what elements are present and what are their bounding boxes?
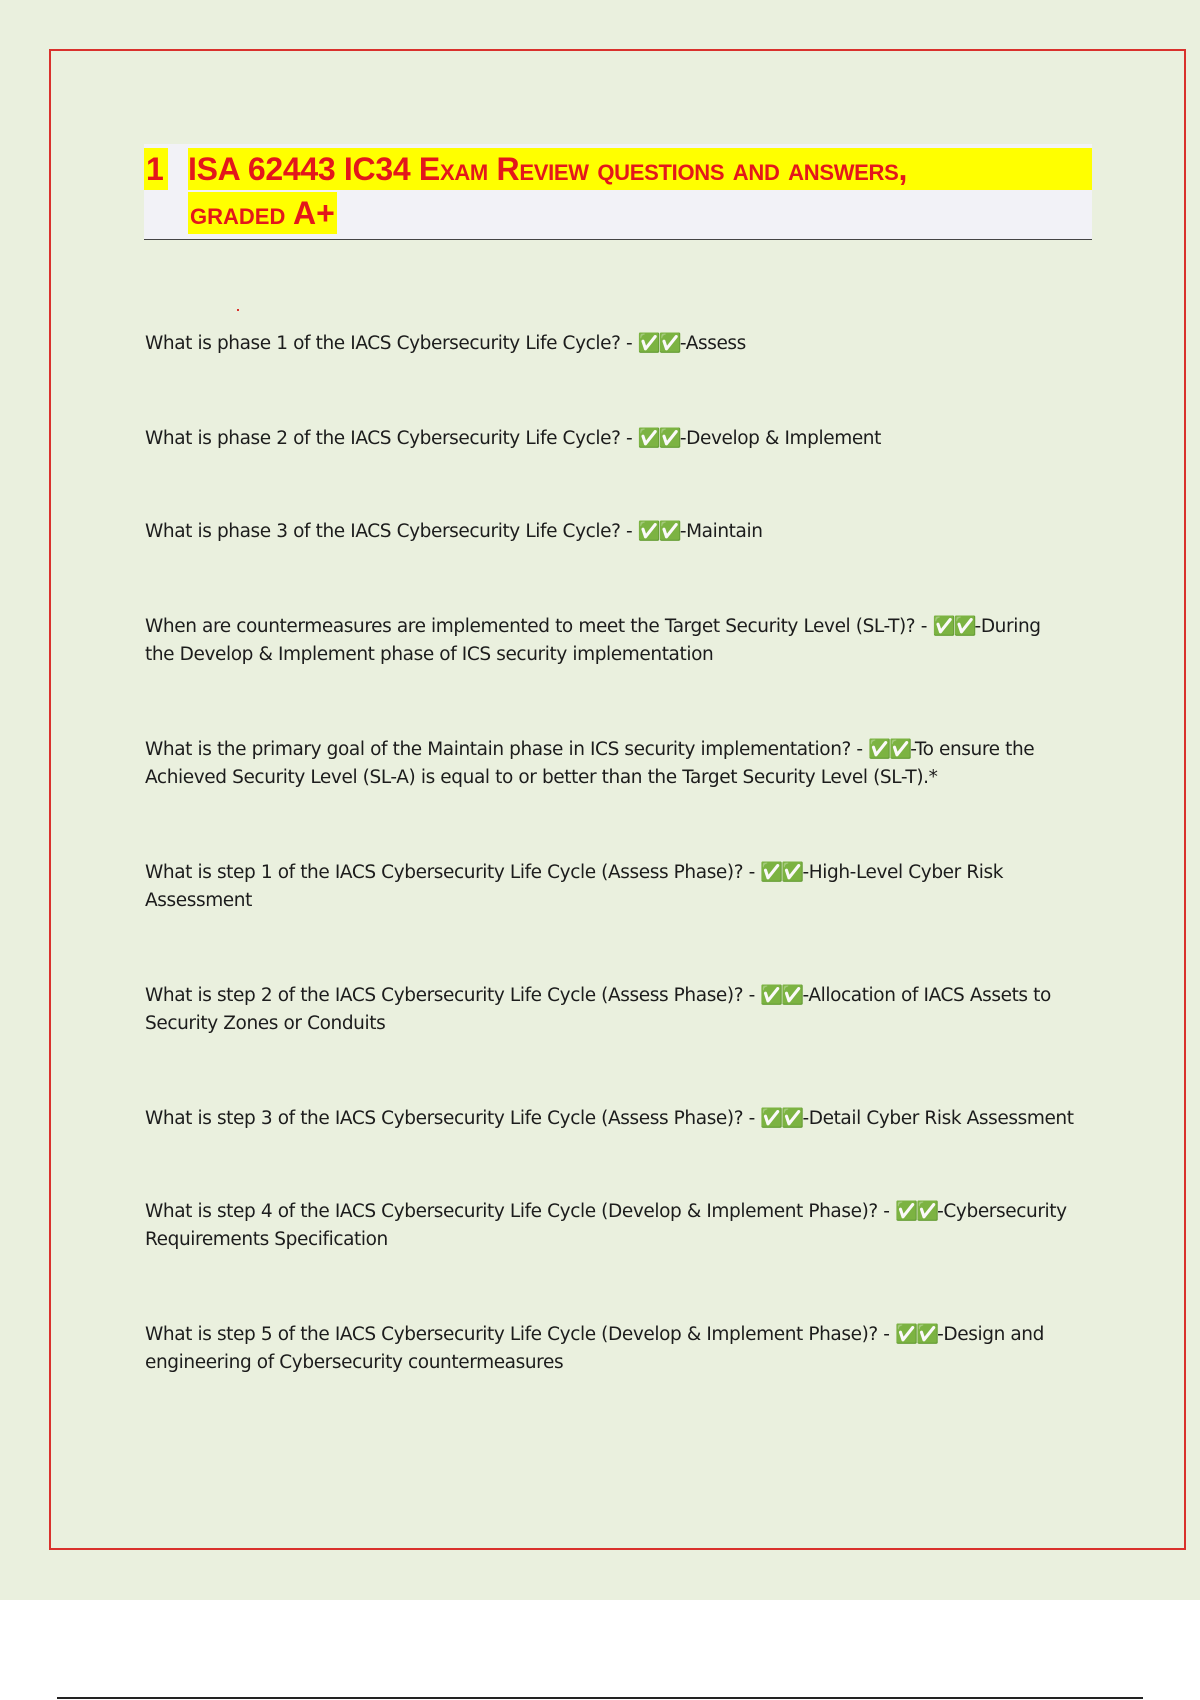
double-check-icon: ✅✅: [932, 616, 975, 637]
answer-text: -Detail Cyber Risk Assessment: [802, 1108, 1074, 1129]
red-mark: [237, 309, 239, 311]
double-check-icon: ✅✅: [760, 862, 803, 883]
heading-title-smallcaps-1: xam: [439, 151, 488, 187]
question-text: What is step 3 of the IACS Cybersecurity Life Cycle (Assess Phase)? -: [145, 1108, 761, 1129]
footer-divider: [57, 1697, 1143, 1699]
qa-item: [145, 425, 1075, 453]
answer-text: -Develop & Implement: [679, 428, 881, 449]
answer-text: -Allocation of IACS Assets to Security Zones or Conduits: [145, 985, 1051, 1034]
answer-text: -Design and engineering of Cybersecurity countermeasures: [145, 1324, 1044, 1373]
answer-text: -High-Level Cyber Risk Assessment: [145, 862, 1004, 911]
qa-item: [145, 1198, 1075, 1254]
heading-title-smallcaps-2: eview questions and answers,: [519, 151, 908, 187]
heading-title-smallcaps-3: graded: [190, 195, 286, 231]
answer-text: -Cybersecurity Requirements Specification: [145, 1201, 1067, 1250]
question-text: What is the primary goal of the Maintain phase in ICS security implementation? -: [145, 739, 869, 760]
heading-title-prefix: ISA 62443 IC34 E: [188, 151, 440, 187]
qa-item: [145, 1105, 1075, 1133]
question-text: What is step 4 of the IACS Cybersecurity Life Cycle (Develop & Implement Phase)? -: [145, 1201, 896, 1222]
heading-title-suffix: A+: [285, 195, 335, 231]
double-check-icon: ✅✅: [760, 985, 803, 1006]
double-check-icon: ✅✅: [868, 739, 911, 760]
heading-title-mid: R: [487, 151, 520, 187]
answer-text: -To ensure the Achieved Security Level (SL-A) is equal to or better than the Target Security Level (SL-T).*: [145, 739, 1035, 788]
question-text: What is step 2 of the IACS Cybersecurity Life Cycle (Assess Phase)? -: [145, 985, 761, 1006]
double-check-icon: ✅✅: [760, 1108, 803, 1129]
answer-text: -Maintain: [679, 521, 763, 542]
qa-item: [145, 859, 1075, 915]
qa-item: [145, 330, 1075, 358]
double-check-icon: ✅✅: [637, 428, 680, 449]
qa-item: [145, 982, 1075, 1038]
question-text: What is step 5 of the IACS Cybersecurity Life Cycle (Develop & Implement Phase)? -: [145, 1324, 896, 1345]
answer-text: -Assess: [679, 333, 746, 354]
question-text: What is phase 3 of the IACS Cybersecurity Life Cycle? -: [145, 521, 638, 542]
double-check-icon: ✅✅: [895, 1324, 938, 1345]
question-text: What is phase 1 of the IACS Cybersecurity Life Cycle? -: [145, 333, 638, 354]
heading-title-line-1: [188, 148, 1092, 190]
qa-item: [145, 1321, 1075, 1377]
answer-text: -During the Develop & Implement phase of ICS security implementation: [145, 616, 1041, 665]
qa-item: [145, 736, 1075, 792]
qa-item: [145, 613, 1075, 669]
question-text: What is step 1 of the IACS Cybersecurity Life Cycle (Assess Phase)? -: [145, 862, 761, 883]
qa-item: [145, 518, 1075, 546]
question-text: When are countermeasures are implemented to meet the Target Security Level (SL-T)? -: [145, 616, 933, 637]
double-check-icon: ✅✅: [895, 1201, 938, 1222]
double-check-icon: ✅✅: [637, 521, 680, 542]
document-heading: [144, 144, 1092, 240]
double-check-icon: ✅✅: [637, 333, 680, 354]
heading-number: 1: [144, 148, 168, 190]
heading-title-line-2: [188, 192, 337, 234]
question-text: What is phase 2 of the IACS Cybersecurity Life Cycle? -: [145, 428, 638, 449]
